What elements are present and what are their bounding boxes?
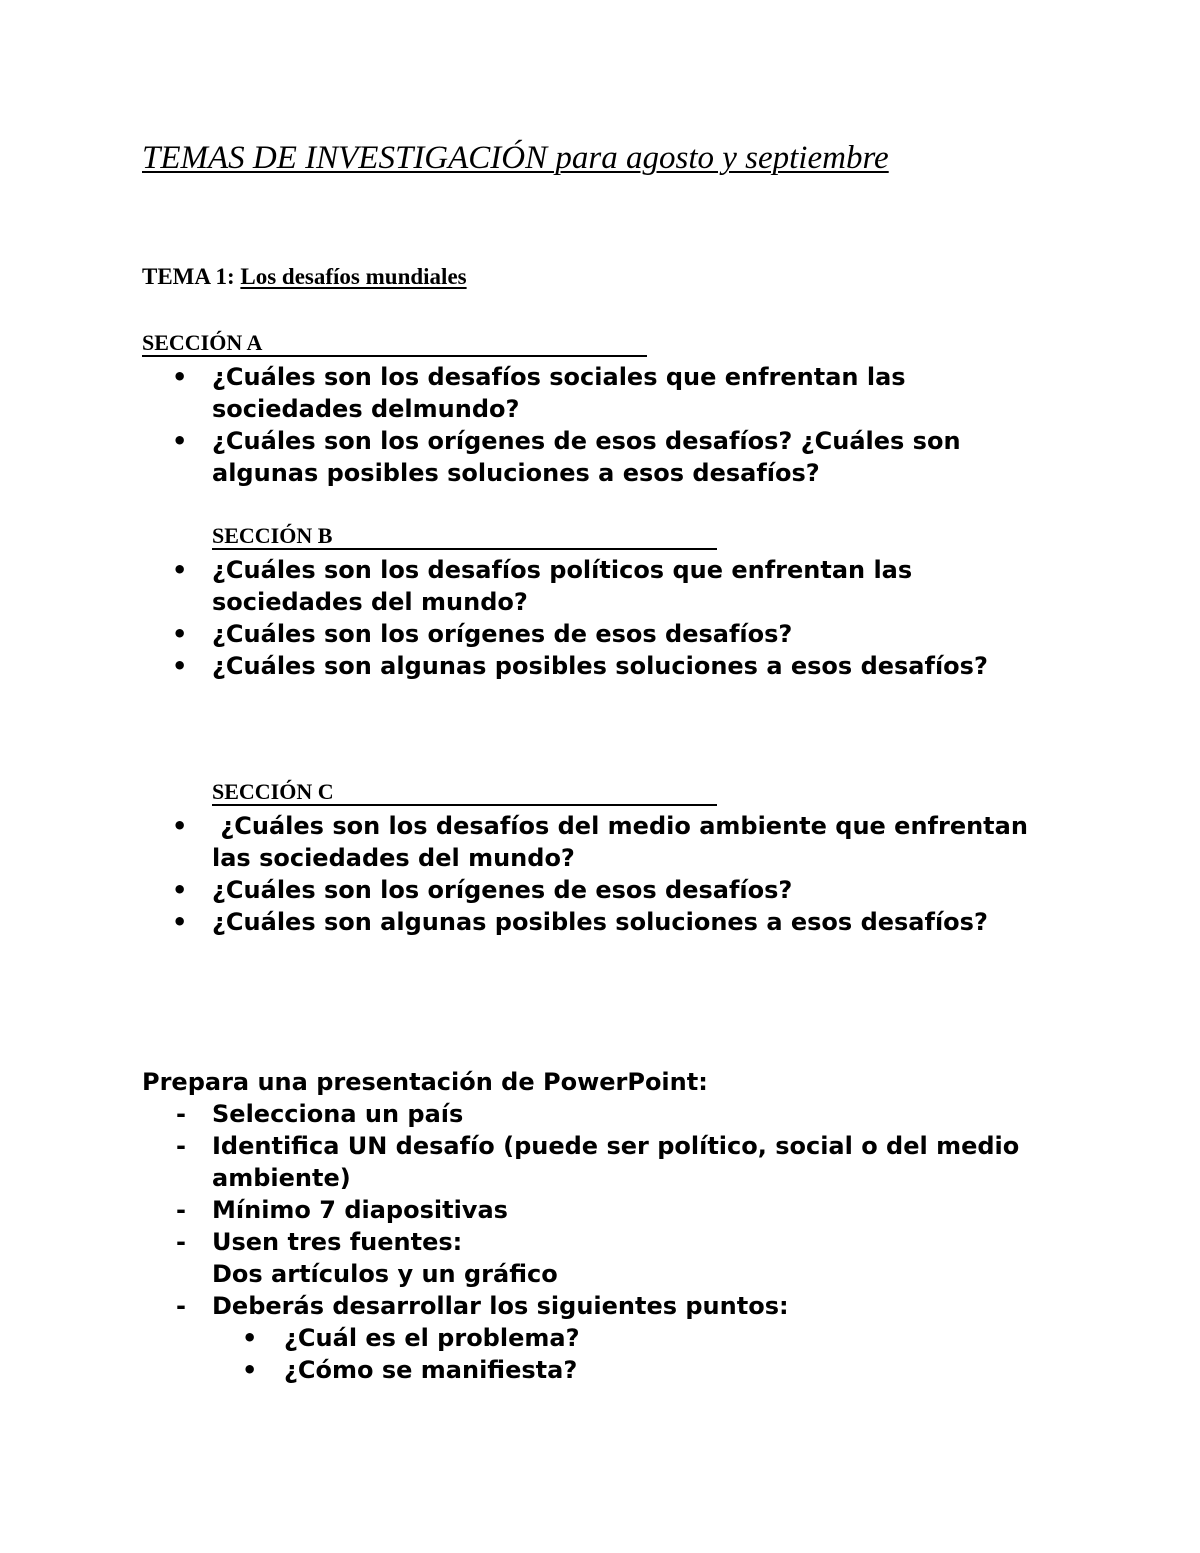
list-item-text: ¿Cuál es el problema? [284, 1324, 580, 1352]
list-item [142, 906, 1062, 938]
dash-icon: - [176, 1196, 186, 1224]
presentation-list [142, 1098, 1112, 1386]
list-item-text: Usen tres fuentes: [212, 1228, 463, 1256]
sub-list-item [142, 1354, 1044, 1386]
list-item-text: Selecciona un país [212, 1100, 464, 1128]
dash-icon: - [176, 1292, 186, 1320]
list-item-text: ¿Cómo se manifiesta? [284, 1356, 578, 1384]
tema-title: Los desafíos mundiales [240, 264, 467, 289]
list-item [142, 1098, 1112, 1130]
sub-list-item [142, 1322, 1044, 1354]
list-item-text: ¿Cuáles son los orígenes de esos desafíos? [212, 620, 793, 648]
list-item [142, 1194, 1112, 1226]
tema-prefix: TEMA 1: [142, 264, 241, 289]
list-item-text: Mínimo 7 diapositivas [212, 1196, 508, 1224]
list-item-text: ¿Cuáles son algunas posibles soluciones a esos desafíos? [212, 652, 988, 680]
presentation-heading: Prepara una presentación de PowerPoint: [142, 1068, 708, 1096]
list-item-continuation [142, 1258, 1112, 1290]
bullet-icon: • [242, 1356, 258, 1384]
list-item-text: ¿Cuáles son los orígenes de esos desafíos? [212, 876, 793, 904]
dash-icon: - [176, 1228, 186, 1256]
section-a-list [142, 361, 1062, 489]
section-a-heading-wrap [142, 330, 647, 357]
bullet-icon: • [242, 1324, 258, 1352]
tema-heading [142, 264, 467, 290]
bullet-icon: • [172, 908, 188, 936]
list-item-text: Deberás desarrollar los siguientes puntos: [212, 1292, 789, 1320]
list-item-text: ¿Cuáles son los desafíos sociales que enfrentan las sociedades delmundo? [212, 363, 906, 423]
list-item [142, 1130, 1042, 1194]
section-b-list [142, 554, 1062, 682]
list-item [142, 650, 1062, 682]
list-item [142, 1226, 1112, 1258]
list-item-text: ¿Cuáles son algunas posibles soluciones a esos desafíos? [212, 908, 988, 936]
bullet-icon: • [172, 556, 188, 584]
list-item-text: Identifica UN desafío (puede ser político, social o del medio ambiente) [212, 1132, 1020, 1192]
list-item [142, 1290, 1112, 1386]
list-item [142, 874, 1062, 906]
list-item-text: ¿Cuáles son los desafíos del medio ambiente que enfrentan las sociedades del mundo? [212, 812, 1037, 872]
section-c-heading: SECCIÓN C [212, 782, 717, 806]
list-item-text: Dos artículos y un gráfico [212, 1260, 558, 1288]
dash-icon: - [176, 1100, 186, 1128]
list-item-text: ¿Cuáles son los desafíos políticos que enfrentan las sociedades del mundo? [212, 556, 913, 616]
list-item [142, 361, 1062, 425]
bullet-icon: • [172, 620, 188, 648]
section-b-heading-wrap [212, 523, 717, 550]
document-title: TEMAS DE INVESTIGACIÓN para agosto y septiembre [142, 140, 889, 176]
bullet-icon: • [172, 876, 188, 904]
section-b-heading: SECCIÓN B [212, 526, 717, 550]
list-item [142, 810, 1062, 874]
bullet-icon: • [172, 652, 188, 680]
section-c-heading-wrap [212, 779, 717, 806]
list-item-text: ¿Cuáles son los orígenes de esos desafíos? ¿Cuáles son algunas posibles soluciones a esos desafíos? [212, 427, 961, 487]
list-item [142, 554, 1062, 618]
dash-icon: - [176, 1132, 186, 1160]
section-a-heading: SECCIÓN A [142, 333, 647, 357]
bullet-icon: • [172, 812, 188, 840]
bullet-icon: • [172, 363, 188, 391]
list-item [142, 425, 1062, 489]
bullet-icon: • [172, 427, 188, 455]
list-item [142, 618, 1062, 650]
section-c-list [142, 810, 1062, 938]
presentation-sublist [212, 1322, 1112, 1386]
